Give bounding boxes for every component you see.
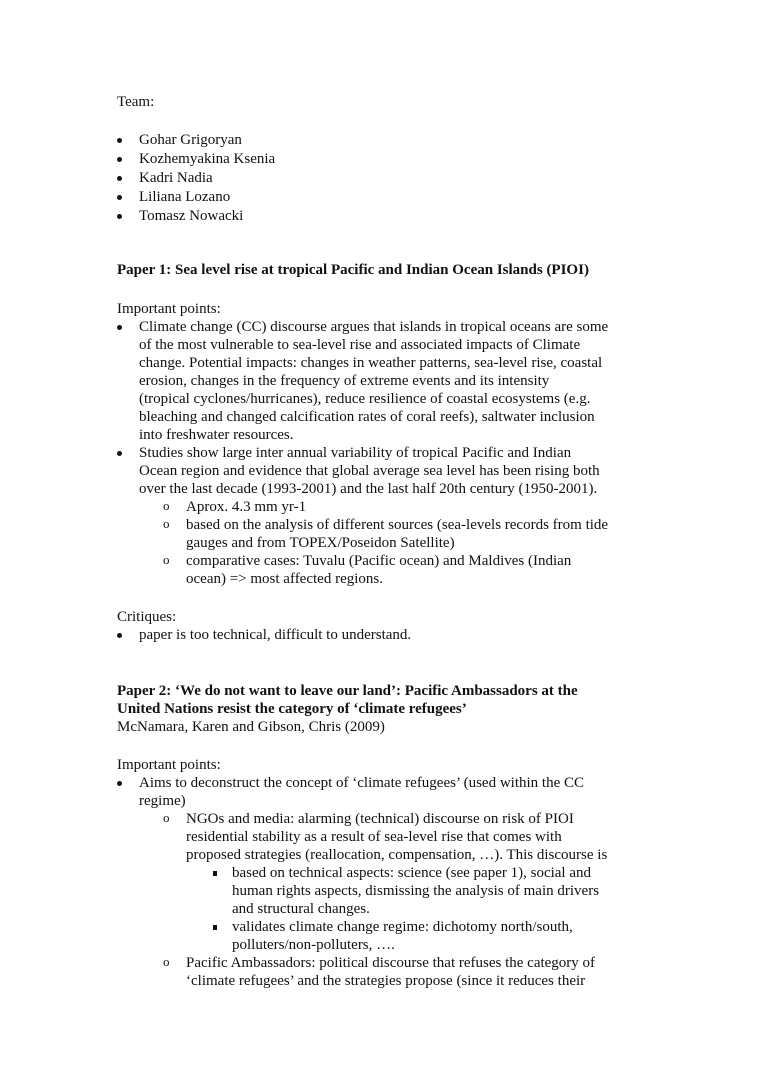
list-item-text: Aims to deconstruct the concept of ‘climate refugees’ (used within the CC	[139, 775, 585, 791]
list-item-text: Climate change (CC) discourse argues that islands in tropical oceans are some	[139, 319, 609, 335]
subsublist-item-text: and structural changes.	[232, 901, 370, 917]
team-member: Liliana Lozano	[139, 189, 231, 205]
list-item-text: bleaching and changed calcification rates of coral reefs), saltwater inclusion	[139, 409, 595, 425]
paper2-title: Paper 2: ‘We do not want to leave our land’: Pacific Ambassadors at the	[117, 683, 578, 699]
team-member: Gohar Grigoryan	[139, 132, 242, 148]
list-item-text: erosion, changes in the frequency of extreme events and its intensity	[139, 373, 550, 389]
important-points-label: Important points:	[117, 301, 221, 317]
list-item-text: regime)	[139, 793, 186, 809]
list-item-text: Studies show large inter annual variability of tropical Pacific and Indian	[139, 445, 572, 461]
team-label: Team:	[117, 94, 155, 110]
subsublist-item-text: polluters/non-polluters, ….	[232, 937, 395, 953]
list-item-text: of the most vulnerable to sea-level rise and associated impacts of Climate	[139, 337, 581, 353]
list-item-text: (tropical cyclones/hurricanes), reduce resilience of coastal ecosystems (e.g.	[139, 391, 591, 407]
sublist-item-text: NGOs and media: alarming (technical) discourse on risk of PIOI	[186, 811, 574, 827]
sublist-item-text: ocean) => most affected regions.	[186, 571, 383, 587]
list-item-text: change. Potential impacts: changes in weather patterns, sea-level rise, coastal	[139, 355, 603, 371]
team-member: Tomasz Nowacki	[139, 208, 244, 224]
critiques-label: Critiques:	[117, 609, 177, 625]
subsublist-item-text: validates climate change regime: dichotomy north/south,	[232, 919, 573, 935]
sublist-item-text: Aprox. 4.3 mm yr-1	[186, 499, 307, 515]
paper2-authors: McNamara, Karen and Gibson, Chris (2009)	[117, 719, 385, 735]
list-item-text: paper is too technical, difficult to understand.	[139, 627, 412, 643]
sublist-item-text: gauges and from TOPEX/Poseidon Satellite)	[186, 535, 455, 551]
sublist-item-text: ‘climate refugees’ and the strategies propose (since it reduces their	[186, 973, 586, 989]
list-item-text: into freshwater resources.	[139, 427, 294, 443]
paper2-title: United Nations resist the category of ‘climate refugees’	[117, 701, 467, 717]
important-points-label: Important points:	[117, 757, 221, 773]
sublist-item-text: residential stability as a result of sea-level rise that comes with	[186, 829, 562, 845]
subsublist-item-text: human rights aspects, dismissing the analysis of main drivers	[232, 883, 600, 899]
sublist-item-text: comparative cases: Tuvalu (Pacific ocean) and Maldives (Indian	[186, 553, 572, 569]
subsublist-item-text: based on technical aspects: science (see paper 1), social and	[232, 865, 592, 881]
team-member: Kozhemyakina Ksenia	[139, 151, 276, 167]
list-item-text: over the last decade (1993-2001) and the last half 20th century (1950-2001).	[139, 481, 598, 497]
sublist-item-text: proposed strategies (reallocation, compensation, …). This discourse is	[186, 847, 608, 863]
sublist-item-text: Pacific Ambassadors: political discourse that refuses the category of	[186, 955, 596, 971]
team-member: Kadri Nadia	[139, 170, 213, 186]
sublist-item-text: based on the analysis of different sources (sea-levels records from tide	[186, 517, 609, 533]
paper1-title: Paper 1: Sea level rise at tropical Pacific and Indian Ocean Islands (PIOI)	[117, 262, 589, 278]
list-item-text: Ocean region and evidence that global average sea level has been rising both	[139, 463, 600, 479]
